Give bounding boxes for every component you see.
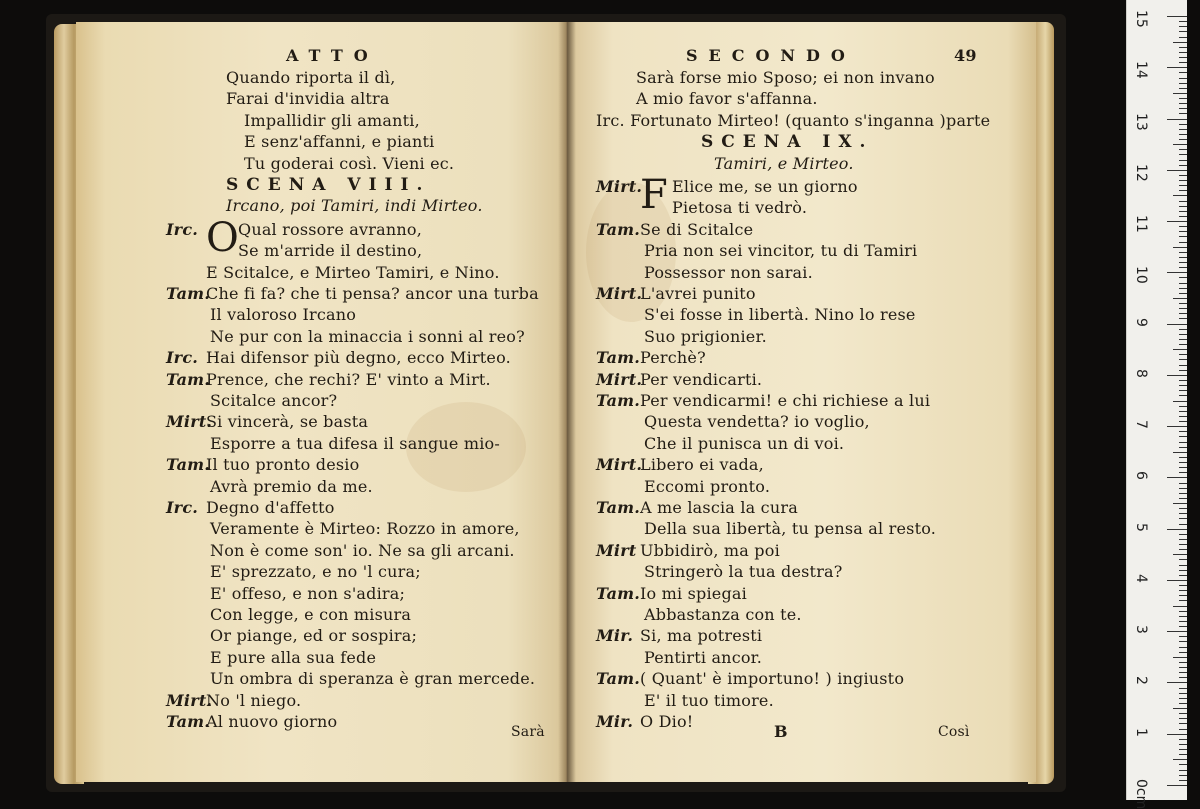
ruler-tick xyxy=(1179,293,1187,294)
ruler-tick xyxy=(1179,770,1187,771)
ruler-tick xyxy=(1179,713,1187,714)
ruler-tick xyxy=(1179,359,1187,360)
text-line: Irc. Fortunato Mirteo! (quanto s'inganna )parte xyxy=(596,110,991,130)
speaker-label: Mirt. xyxy=(596,177,643,196)
ruler-tick xyxy=(1179,534,1187,535)
ruler-tick xyxy=(1179,590,1187,591)
gutter xyxy=(558,22,576,782)
ruler-tick xyxy=(1179,406,1187,407)
ruler-tick xyxy=(1179,154,1187,155)
running-header: ATTO xyxy=(286,46,379,65)
dialogue-line: Questa vendetta? io voglio, xyxy=(644,412,870,432)
left-page xyxy=(76,22,566,782)
dialogue-line: Scitalce ancor? xyxy=(210,391,338,410)
dialogue-line: E' il tuo timore. xyxy=(644,690,774,710)
ruler-tick xyxy=(1179,472,1187,473)
ruler-tick xyxy=(1179,611,1187,612)
dialogue-line: Abbastanza con te. xyxy=(644,605,802,624)
speaker-label: Mirt. xyxy=(166,690,213,710)
scene-title: SCENA IX. xyxy=(701,132,874,153)
measurement-ruler xyxy=(1126,0,1187,809)
ruler-tick xyxy=(1179,380,1187,381)
dialogue-line: Eccomi pronto. xyxy=(644,476,771,496)
dialogue-line: Non è come son' io. Ne sa gli arcani. xyxy=(210,540,515,560)
ruler-tick xyxy=(1179,339,1187,340)
ruler-tick xyxy=(1179,329,1187,330)
ruler-tick xyxy=(1179,185,1187,186)
ruler-tick xyxy=(1179,498,1187,499)
catchword: Sarà xyxy=(511,724,545,740)
ruler-tick xyxy=(1179,344,1187,345)
running-header: SECONDO xyxy=(686,46,856,65)
ruler-tick xyxy=(1167,682,1187,683)
ruler-tick xyxy=(1179,641,1187,642)
ruler-tick xyxy=(1179,652,1187,653)
speaker-label: Tam. xyxy=(596,348,641,368)
ruler-tick xyxy=(1179,72,1187,73)
dialogue-line: No 'l niego. xyxy=(206,690,302,710)
ruler-tick xyxy=(1179,667,1187,668)
ruler-tick xyxy=(1179,559,1187,560)
ruler-tick xyxy=(1179,365,1187,366)
ruler-tick xyxy=(1179,513,1187,514)
dialogue-line: S'ei fosse in libertà. Nino lo rese xyxy=(644,305,916,325)
ruler-tick xyxy=(1173,42,1187,43)
dialogue-line: Pietosa ti vedrò. xyxy=(672,198,808,218)
dialogue-line: Prence, che rechi? E' vinto a Mirt. xyxy=(206,369,491,389)
drop-cap: F xyxy=(640,172,668,218)
ruler-tick xyxy=(1179,739,1187,740)
ruler-tick xyxy=(1179,385,1187,386)
dialogue-line: Avrà premio da me. xyxy=(210,476,373,496)
ruler-tick xyxy=(1179,626,1187,627)
ruler-tick xyxy=(1179,421,1187,422)
ruler-tick xyxy=(1179,677,1187,678)
ruler-tick xyxy=(1173,657,1187,658)
ruler-number: 8 xyxy=(1133,368,1149,378)
dialogue-line: Se di Scitalce xyxy=(640,219,754,239)
ruler-tick xyxy=(1179,211,1187,212)
ruler-tick xyxy=(1179,390,1187,391)
speaker-label: Irc. xyxy=(166,348,199,368)
ruler-tick xyxy=(1179,395,1187,396)
ruler-tick xyxy=(1179,575,1187,576)
dialogue-line: Ubbidirò, ma poi xyxy=(640,540,780,560)
dialogue-line: Con legge, e con misura xyxy=(210,605,412,624)
ruler-number: 3 xyxy=(1133,625,1149,635)
ruler-tick xyxy=(1167,580,1187,581)
dialogue-line: Ne pur con la minaccia i sonni al reo? xyxy=(210,326,525,346)
ruler-tick xyxy=(1173,349,1187,350)
text-line: A mio favor s'affanna. xyxy=(636,89,818,109)
ruler-tick xyxy=(1179,703,1187,704)
ruler-tick xyxy=(1179,775,1187,776)
dialogue-line: Un ombra di speranza è gran mercede. xyxy=(210,669,536,689)
ruler-tick xyxy=(1173,554,1187,555)
ruler-tick xyxy=(1173,503,1187,504)
ruler-tick xyxy=(1167,119,1187,120)
ruler-tick xyxy=(1179,636,1187,637)
ruler-tick xyxy=(1167,631,1187,632)
ruler-tick xyxy=(1179,236,1187,237)
dialogue-line: Pentirti ancor. xyxy=(644,647,763,667)
ruler-tick xyxy=(1173,401,1187,402)
ruler-tick xyxy=(1179,447,1187,448)
ruler-tick xyxy=(1179,488,1187,489)
ruler-tick xyxy=(1173,708,1187,709)
ruler-tick xyxy=(1173,606,1187,607)
ruler-tick xyxy=(1167,426,1187,427)
text-line: E senz'affanni, e pianti xyxy=(244,132,435,152)
ruler-number: 10 xyxy=(1133,266,1149,285)
dialogue-line: Pria non sei vincitor, tu di Tamiri xyxy=(644,241,918,261)
ruler-tick xyxy=(1179,31,1187,32)
ruler-tick xyxy=(1179,134,1187,135)
scene-subtitle: Ircano, poi Tamiri, indi Mirteo. xyxy=(226,196,483,216)
ruler-number: 2 xyxy=(1133,676,1149,686)
dialogue-line: Che il punisca un di voi. xyxy=(644,433,845,453)
dialogue-line: Possessor non sarai. xyxy=(644,262,813,282)
speaker-label: Irc. xyxy=(166,498,199,517)
ruler-tick xyxy=(1173,144,1187,145)
dialogue-line: Perchè? xyxy=(640,348,706,368)
ruler-tick xyxy=(1179,411,1187,412)
ruler-tick xyxy=(1179,52,1187,53)
ruler-number: 12 xyxy=(1133,163,1149,182)
ruler-tick xyxy=(1179,600,1187,601)
text-line: Sarà forse mio Sposo; ei non invano xyxy=(636,68,935,87)
text-line: Quando riporta il dì, xyxy=(226,68,396,87)
dialogue-line: L'avrei punito xyxy=(640,284,756,303)
ruler-tick xyxy=(1179,103,1187,104)
text-line: Tu goderai così. Vieni ec. xyxy=(244,153,455,173)
scene-subtitle: Tamiri, e Mirteo. xyxy=(714,153,854,173)
ruler-number: 0cm xyxy=(1133,779,1149,809)
dialogue-line: E' sprezzato, e no 'l cura; xyxy=(210,562,421,582)
ruler-number: 13 xyxy=(1133,112,1149,131)
ruler-tick xyxy=(1167,375,1187,376)
ruler-tick xyxy=(1179,723,1187,724)
ruler-number: 7 xyxy=(1133,420,1149,430)
ruler-tick xyxy=(1179,175,1187,176)
ruler-tick xyxy=(1167,734,1187,735)
signature-mark: B xyxy=(774,722,788,741)
ruler-tick xyxy=(1179,462,1187,463)
speaker-label: Tam. xyxy=(596,583,641,603)
ruler-tick xyxy=(1167,170,1187,171)
ruler-tick xyxy=(1167,477,1187,478)
ruler-tick xyxy=(1179,313,1187,314)
ruler-number: 1 xyxy=(1133,727,1149,737)
dialogue-line: A me lascia la cura xyxy=(640,498,798,517)
ruler-tick xyxy=(1179,334,1187,335)
ruler-tick xyxy=(1179,303,1187,304)
ruler-tick xyxy=(1167,16,1187,17)
speaker-label: Mirt. xyxy=(596,455,643,475)
dialogue-line: Si, ma potresti xyxy=(640,626,763,646)
ruler-tick xyxy=(1179,436,1187,437)
ruler-tick xyxy=(1167,221,1187,222)
ruler-number: 15 xyxy=(1133,10,1149,28)
ruler-number: 4 xyxy=(1133,573,1149,583)
ruler-tick xyxy=(1179,729,1187,730)
ruler-tick xyxy=(1179,26,1187,27)
dialogue-line: Per vendicarti. xyxy=(640,369,763,389)
ruler-tick xyxy=(1179,370,1187,371)
ruler-tick xyxy=(1173,195,1187,196)
ruler-tick xyxy=(1179,47,1187,48)
ruler-tick xyxy=(1179,672,1187,673)
ruler-tick xyxy=(1179,318,1187,319)
ruler-tick xyxy=(1179,37,1187,38)
dialogue-line: Si vincerà, se basta xyxy=(206,412,369,432)
ruler-number: 9 xyxy=(1133,317,1149,327)
ruler-tick xyxy=(1179,288,1187,289)
ruler-tick xyxy=(1179,267,1187,268)
ruler-tick xyxy=(1179,693,1187,694)
ruler-tick xyxy=(1179,688,1187,689)
ruler-tick xyxy=(1179,226,1187,227)
ruler-tick xyxy=(1179,78,1187,79)
speaker-label: Mirt xyxy=(596,540,637,560)
ruler-number: 5 xyxy=(1133,522,1149,532)
ruler-tick xyxy=(1179,754,1187,755)
ruler-tick xyxy=(1179,242,1187,243)
ruler-tick xyxy=(1179,180,1187,181)
ruler-tick xyxy=(1179,764,1187,765)
dialogue-line: Or piange, ed or sospira; xyxy=(210,626,418,646)
ruler-tick xyxy=(1179,257,1187,258)
dialogue-line: ( Quant' è importuno! ) ingiusto xyxy=(640,669,905,689)
ruler-tick xyxy=(1179,165,1187,166)
ruler-tick xyxy=(1179,124,1187,125)
ruler-tick xyxy=(1179,467,1187,468)
dialogue-line: Libero ei vada, xyxy=(640,455,764,475)
ruler-tick xyxy=(1179,139,1187,140)
ruler-tick xyxy=(1179,98,1187,99)
dialogue-line: Hai difensor più degno, ecco Mirteo. xyxy=(206,348,511,368)
ruler-tick xyxy=(1179,83,1187,84)
ruler-tick xyxy=(1179,113,1187,114)
dialogue-line: E Scitalce, e Mirteo Tamiri, e Nino. xyxy=(206,262,500,282)
dialogue-line: Se m'arride il destino, xyxy=(238,241,423,261)
ruler-tick xyxy=(1167,785,1187,786)
drop-cap: O xyxy=(206,214,239,261)
ruler-tick xyxy=(1179,718,1187,719)
ruler-tick xyxy=(1179,21,1187,22)
dialogue-line: Che fi fa? che ti pensa? ancor una turba xyxy=(206,284,539,303)
ruler-number: 6 xyxy=(1133,471,1149,481)
dialogue-line: O Dio! xyxy=(640,712,694,731)
dialogue-line: Per vendicarmi! e chi richiese a lui xyxy=(640,391,931,410)
text-line: Impallidir gli amanti, xyxy=(244,110,420,130)
ruler-tick xyxy=(1179,595,1187,596)
ruler-tick xyxy=(1179,457,1187,458)
ruler-number: 14 xyxy=(1133,61,1149,80)
dialogue-line: Degno d'affetto xyxy=(206,498,335,517)
ruler-tick xyxy=(1179,647,1187,648)
ruler-number: 11 xyxy=(1133,215,1149,233)
speaker-label: Mirt. xyxy=(166,412,213,432)
speaker-label: Tam. xyxy=(596,498,641,517)
ruler-tick xyxy=(1179,616,1187,617)
ruler-tick xyxy=(1179,206,1187,207)
dialogue-line: Io mi spiegai xyxy=(640,583,747,603)
ruler-tick xyxy=(1179,539,1187,540)
ruler-tick xyxy=(1179,744,1187,745)
ruler-tick xyxy=(1179,493,1187,494)
ruler-tick xyxy=(1179,518,1187,519)
ruler-tick xyxy=(1179,483,1187,484)
dialogue-line: Elice me, se un giorno xyxy=(672,177,858,196)
dialogue-line: Il tuo pronto desio xyxy=(206,455,360,475)
catchword: Così xyxy=(938,724,970,740)
ruler-tick xyxy=(1179,283,1187,284)
ruler-tick xyxy=(1173,247,1187,248)
dialogue-line: E' offeso, e non s'adira; xyxy=(210,583,406,603)
ruler-tick xyxy=(1179,231,1187,232)
ruler-tick xyxy=(1179,308,1187,309)
speaker-label: Tam. xyxy=(166,284,211,303)
ruler-tick xyxy=(1173,298,1187,299)
ruler-tick xyxy=(1179,149,1187,150)
ruler-tick xyxy=(1167,529,1187,530)
ruler-tick xyxy=(1179,252,1187,253)
ruler-tick xyxy=(1179,354,1187,355)
ruler-tick xyxy=(1167,67,1187,68)
speaker-label: Mirt. xyxy=(596,284,643,303)
dialogue-line: Il valoroso Ircano xyxy=(210,305,357,325)
speaker-label: Tam. xyxy=(166,712,211,731)
ruler-tick xyxy=(1179,662,1187,663)
speaker-label: Mirt. xyxy=(596,369,643,389)
ruler-tick xyxy=(1179,88,1187,89)
ruler-tick xyxy=(1179,201,1187,202)
ruler-tick xyxy=(1179,62,1187,63)
dialogue-line: Stringerò la tua destra? xyxy=(644,562,843,582)
speaker-label: Tam. xyxy=(166,369,211,389)
dialogue-line: Esporre a tua difesa il sangue mio- xyxy=(210,433,500,453)
ruler-tick xyxy=(1179,565,1187,566)
ruler-tick xyxy=(1179,544,1187,545)
speaker-label: Mir. xyxy=(596,626,634,646)
speaker-label: Tam. xyxy=(596,219,641,239)
dialogue-line: Suo prigionier. xyxy=(644,326,767,346)
ruler-tick xyxy=(1179,57,1187,58)
ruler-tick xyxy=(1179,549,1187,550)
ruler-tick xyxy=(1173,93,1187,94)
ruler-tick xyxy=(1179,431,1187,432)
ruler-tick xyxy=(1179,621,1187,622)
dialogue-line: E pure alla sua fede xyxy=(210,647,377,667)
ruler-tick xyxy=(1179,160,1187,161)
scene-title: SCENA VIII. xyxy=(226,175,431,195)
ruler-tick xyxy=(1167,324,1187,325)
speaker-label: Irc. xyxy=(166,219,199,239)
ruler-tick xyxy=(1167,272,1187,273)
ruler-tick xyxy=(1179,585,1187,586)
speaker-label: Tam. xyxy=(166,455,211,475)
ruler-tick xyxy=(1179,442,1187,443)
dialogue-line: Qual rossore avranno, xyxy=(238,219,422,239)
ruler-tick xyxy=(1179,749,1187,750)
ruler-tick xyxy=(1179,780,1187,781)
ruler-tick xyxy=(1179,570,1187,571)
speaker-label: Tam. xyxy=(596,391,641,410)
right-page xyxy=(566,22,1036,782)
ruler-tick xyxy=(1179,416,1187,417)
ruler-tick xyxy=(1179,190,1187,191)
dialogue-line: Della sua libertà, tu pensa al resto. xyxy=(644,519,937,539)
dialogue-line: Veramente è Mirteo: Rozzo in amore, xyxy=(210,519,520,539)
ruler-tick xyxy=(1179,508,1187,509)
ruler-tick xyxy=(1179,262,1187,263)
ruler-tick xyxy=(1179,129,1187,130)
ruler-tick xyxy=(1173,452,1187,453)
page-number: 49 xyxy=(954,46,977,65)
dialogue-line: Al nuovo giorno xyxy=(206,712,338,731)
ruler-tick xyxy=(1179,277,1187,278)
text-line: Farai d'invidia altra xyxy=(226,89,390,109)
ruler-tick xyxy=(1179,524,1187,525)
ruler-tick xyxy=(1179,698,1187,699)
speaker-label: Mir. xyxy=(596,712,634,731)
ruler-tick xyxy=(1173,759,1187,760)
ruler-tick xyxy=(1179,108,1187,109)
speaker-label: Tam. xyxy=(596,669,641,689)
ruler-tick xyxy=(1179,216,1187,217)
